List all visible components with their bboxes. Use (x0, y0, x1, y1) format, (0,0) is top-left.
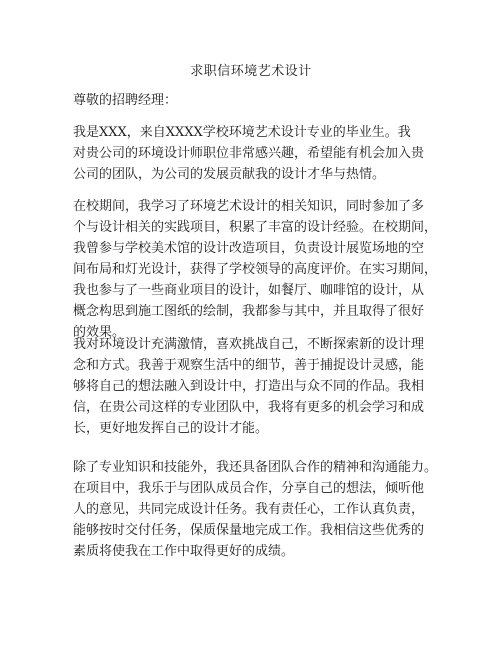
paragraph-2-line-4: 间布局和灯光设计，获得了学校领导的高度评价。在实习期间， (73, 262, 438, 277)
paragraph-1-line-1: 我是XXX，来自XXXX学校环境艺术设计专业的毕业生。我 (73, 125, 411, 140)
paragraph-3-line-3: 够将自己的想法融入到设计中，打造出与众不同的作品。我相 (73, 379, 425, 394)
paragraph-1 (73, 122, 435, 185)
paragraph-1-line-2: 对贵公司的环境设计师职位非常感兴趣，希望能有机会加入贵 (73, 146, 425, 161)
paragraph-4-line-5: 素质将使我在工作中取得更好的成绩。 (73, 544, 295, 559)
paragraph-3-line-1: 我对环境设计充满激情，喜欢挑战自己，不断探索新的设计理 (73, 337, 425, 352)
paragraph-2-line-1: 在校期间，我学习了环境艺术设计的相关知识，同时参加了多 (73, 199, 425, 214)
document-title: 求职信环境艺术设计 (190, 64, 312, 79)
paragraph-3-line-2: 念和方式。我善于观察生活中的细节，善于捕捉设计灵感，能 (73, 358, 425, 373)
paragraph-4-line-3: 人的意见，共同完成设计任务。我有责任心，工作认真负责， (73, 502, 425, 517)
paragraph-4-line-1: 除了专业知识和技能外，我还具备团队合作的精神和沟通能力。 (73, 460, 438, 475)
greeting-line: 尊敬的招聘经理： (73, 93, 178, 108)
paragraph-3-line-5: 长，更好地发挥自己的设计才能。 (73, 421, 269, 436)
paragraph-2-line-2: 个与设计相关的实践项目，积累了丰富的设计经验。在校期间， (73, 220, 438, 235)
paragraph-4-line-2: 在项目中，我乐于与团队成员合作，分享自己的想法，倾听他 (73, 481, 425, 496)
paragraph-2-line-7: 的效果。 (73, 325, 126, 340)
paragraph-4-line-4: 能够按时交付任务，保质保量地完成工作。我相信这些优秀的 (73, 523, 425, 538)
paragraph-2-line-3: 我曾参与学校美术馆的设计改造项目，负责设计展览场地的空 (73, 241, 425, 256)
paragraph-1-line-3: 公司的团队，为公司的发展贡献我的设计才华与热情。 (73, 167, 386, 182)
paragraph-2-line-5: 我也参与了一些商业项目的设计，如餐厅、咖啡馆的设计，从 (73, 283, 425, 298)
paragraph-3 (73, 334, 435, 439)
paragraph-3-line-4: 信，在贵公司这样的专业团队中，我将有更多的机会学习和成 (73, 400, 425, 415)
paragraph-2-line-6: 概念构思到施工图纸的绘制，我都参与其中，并且取得了很好 (73, 304, 425, 319)
paragraph-4 (73, 457, 438, 562)
paragraph-2 (73, 196, 438, 343)
